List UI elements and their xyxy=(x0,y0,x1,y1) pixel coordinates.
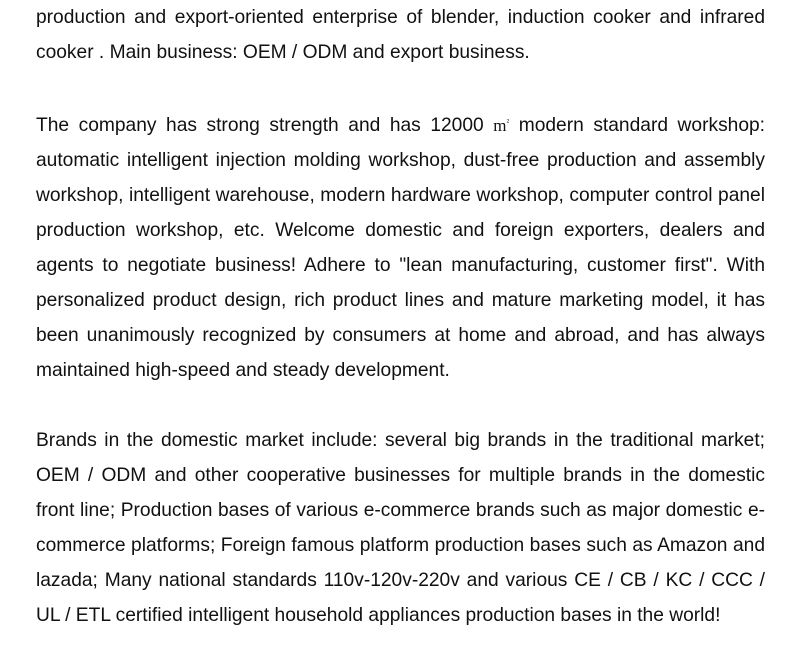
workshop-text-before-unit: The company has strong strength and has 12000 xyxy=(36,115,494,136)
paragraph-company-intro: production and export-oriented enterprise of blender, induction cooker and infrared cooker . Main business: OEM / ODM and export business. xyxy=(36,7,765,63)
paragraph-workshop-strength xyxy=(36,105,765,388)
document-body xyxy=(36,0,765,633)
unit-base: m xyxy=(493,116,507,135)
paragraph-brands-market: Brands in the domestic market include: several big brands in the traditional market; OEM / ODM and other cooperative businesses for multiple brands in the domestic front line; Production bases of various e-commerce brands such as major domestic e-commerce platforms; Foreign famous platform production bases such as Amazon and lazada; Many national standards 110v-120v-220v and various CE / CB / KC / CCC / UL / ETL certified intelligent household appliances production bases in the world! xyxy=(36,430,765,626)
square-meter-unit xyxy=(493,116,509,135)
unit-superscript: ² xyxy=(506,117,510,127)
workshop-text-after-unit: modern standard workshop: automatic intelligent injection molding workshop, dust-free production and assembly workshop, intelligent warehouse, modern hardware workshop, computer control panel production workshop, etc. Welcome domestic and foreign exporters, dealers and agents to negotiate business! Adhere to "lean manufacturing, customer first". With personalized product design, rich product lines and mature marketing model, it has been unanimously recognized by consumers at home and abroad, and has always maintained high-speed and steady development. xyxy=(36,115,766,381)
